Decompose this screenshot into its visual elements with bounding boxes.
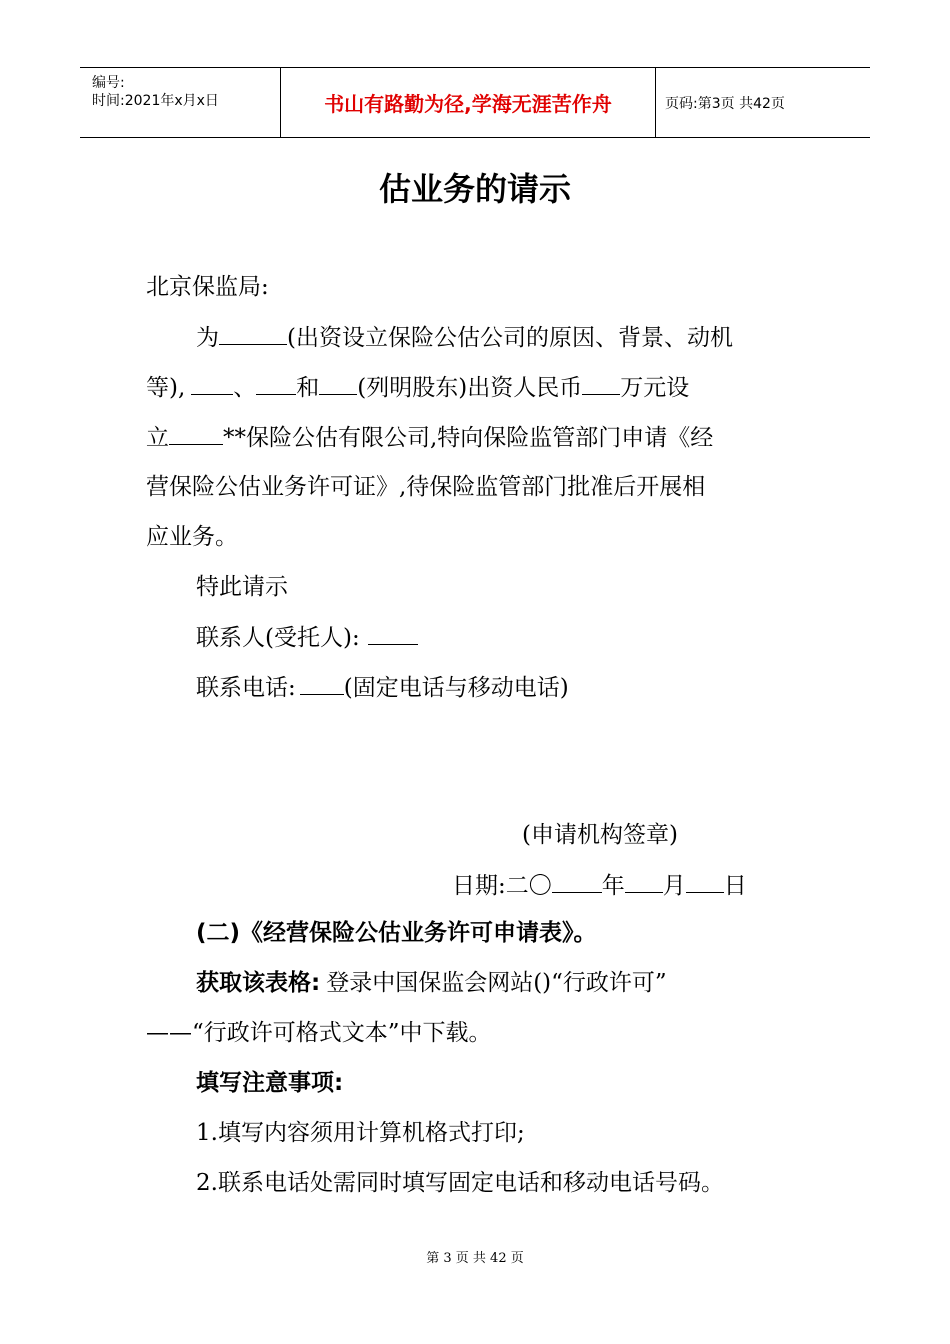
header-meta xyxy=(80,68,280,137)
paragraph-line-1 xyxy=(196,322,733,353)
obtain-line xyxy=(196,968,667,998)
fill-blank xyxy=(319,372,357,395)
fill-blank xyxy=(368,622,418,645)
date-line xyxy=(452,870,747,901)
obtain-text: 登录中国保监会网站()“行政许可” xyxy=(326,970,667,996)
fill-blank xyxy=(625,870,663,893)
note-item: 2.联系电话处需同时填写固定电话和移动电话号码。 xyxy=(196,1170,724,1196)
header-motto: 书山有路勤为径,学海无涯苦作舟 xyxy=(280,68,656,137)
document-title: 估业务的请示 xyxy=(378,170,571,208)
text-segment: **保险公估有限公司,特向保险监管部门申请《经 xyxy=(223,425,714,451)
phone-note: (固定电话与移动电话) xyxy=(343,675,569,701)
fill-blank xyxy=(169,422,223,445)
phone-line xyxy=(196,672,569,703)
text-segment: 日 xyxy=(723,873,747,899)
fill-blank xyxy=(300,672,344,695)
text-segment: 日期:二〇 xyxy=(452,873,552,899)
paragraph-line-5: 应业务。 xyxy=(146,524,238,550)
text-segment: 万元设 xyxy=(620,375,690,401)
paragraph-line-3 xyxy=(146,422,713,453)
section-heading: (二)《经营保险公估业务许可申请表》。 xyxy=(196,920,597,946)
phone-label: 联系电话: xyxy=(196,675,296,701)
text-segment: 立 xyxy=(146,425,169,451)
text-segment: (出资设立保险公估公司的原因、背景、动机 xyxy=(287,325,733,351)
number-label: 编号: xyxy=(92,75,125,91)
time-label: 时间:2021年x月x日 xyxy=(92,93,219,109)
obtain-line-2: ——“行政许可格式文本”中下载。 xyxy=(146,1020,492,1046)
fill-blank xyxy=(219,322,287,345)
text-segment: 和 xyxy=(296,375,320,401)
notes-heading: 填写注意事项: xyxy=(196,1070,344,1096)
fill-blank xyxy=(256,372,296,395)
contact-line xyxy=(196,622,418,653)
contact-label: 联系人(受托人): xyxy=(196,625,360,651)
fill-blank xyxy=(686,870,724,893)
obtain-label: 获取该表格: xyxy=(196,970,321,996)
header-page-label: 页码:第3页 共42页 xyxy=(665,95,785,112)
paragraph-line-4: 营保险公估业务许可证》,待保险监管部门批准后开展相 xyxy=(146,474,706,500)
fill-blank xyxy=(552,870,602,893)
salutation: 北京保监局: xyxy=(146,274,269,300)
text-segment: 、 xyxy=(233,375,257,401)
text-segment: 等), xyxy=(146,375,186,401)
seal-text: (申请机构签章) xyxy=(522,822,678,848)
fill-blank xyxy=(582,372,620,395)
text-segment: 年 xyxy=(601,873,625,899)
text-segment: 为 xyxy=(196,325,219,351)
fill-blank xyxy=(191,372,233,395)
page-header xyxy=(80,67,870,138)
text-segment: (列明股东)出资人民币 xyxy=(357,375,583,401)
paragraph-line-2 xyxy=(146,372,689,403)
closing-text: 特此请示 xyxy=(196,574,288,600)
note-item: 1.填写内容须用计算机格式打印; xyxy=(196,1120,525,1146)
text-segment: 月 xyxy=(662,873,686,899)
page-footer: 第 3 页 共 42 页 xyxy=(426,1251,524,1266)
